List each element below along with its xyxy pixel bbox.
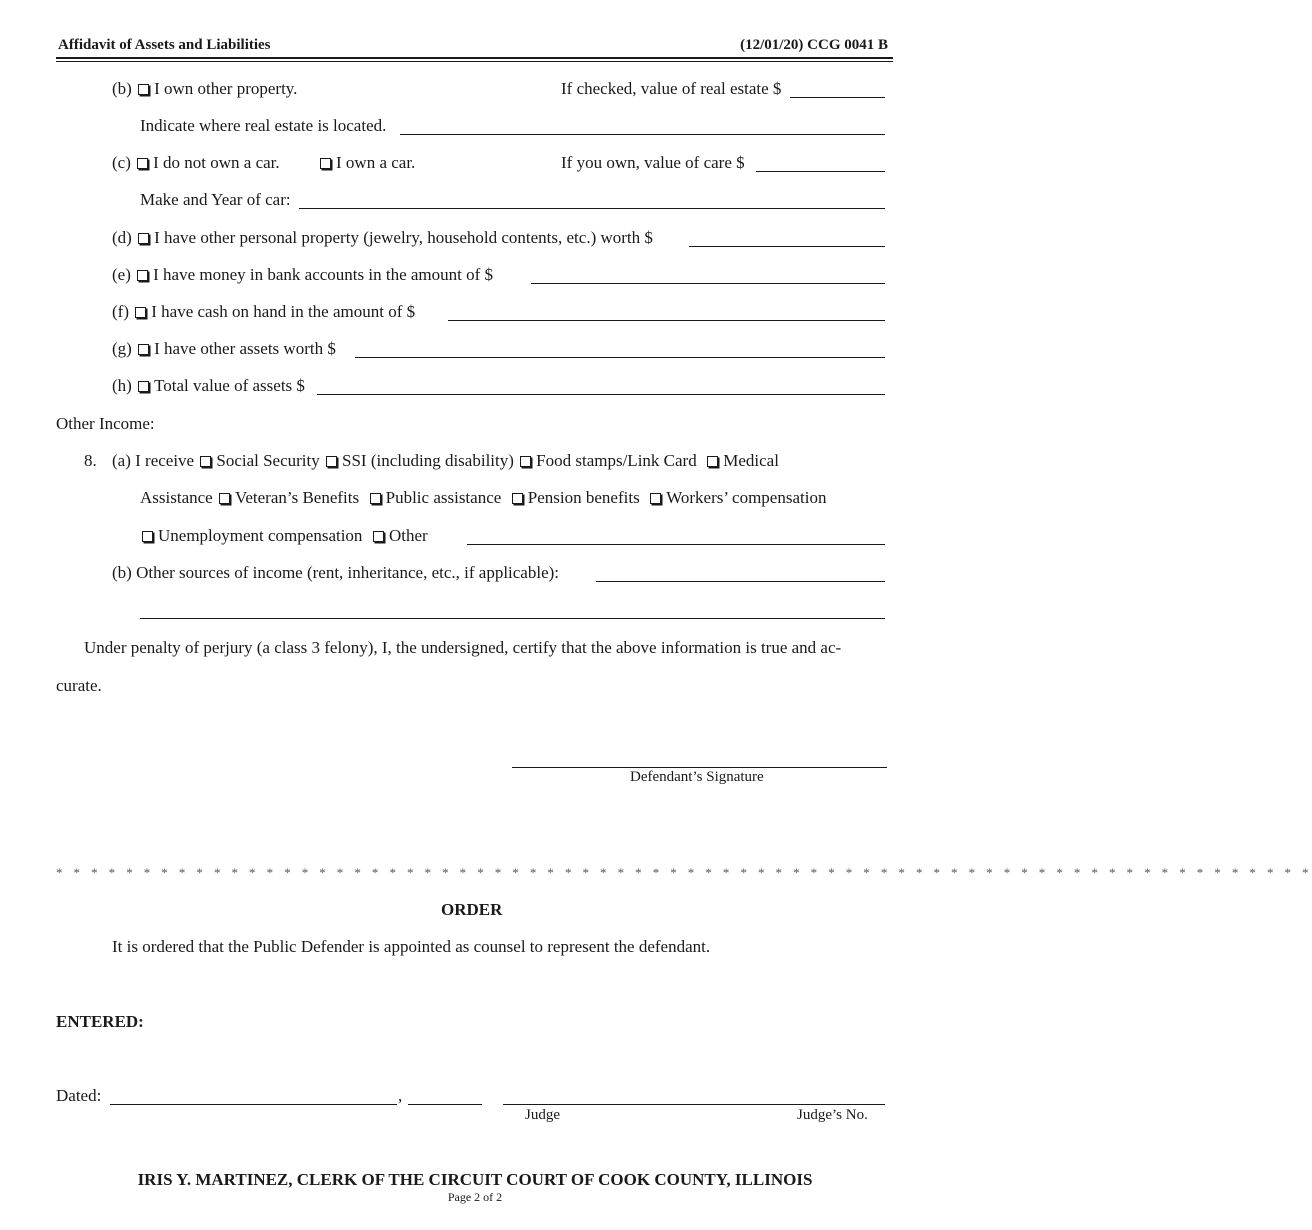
order-text: It is ordered that the Public Defender is appointed as counsel to represent the defendant.	[112, 937, 711, 956]
other-income-field[interactable]	[467, 544, 885, 545]
public-assistance-checkbox[interactable]	[370, 493, 381, 504]
total-assets-checkbox[interactable]	[138, 381, 149, 392]
defendant-signature-line[interactable]	[512, 767, 887, 768]
car-value-label: If you own, value of care $	[561, 153, 745, 172]
no-car-checkbox[interactable]	[137, 158, 148, 169]
personal-property-field[interactable]	[689, 246, 885, 247]
own-property-checkbox[interactable]	[138, 84, 149, 95]
dated-comma: ,	[398, 1086, 403, 1105]
item-8-number: 8.	[84, 451, 97, 470]
asset-b-row: (b) I own other property.	[112, 79, 298, 98]
dated-year-field[interactable]	[408, 1104, 482, 1105]
real-estate-value-field[interactable]	[790, 97, 885, 98]
entered-label: ENTERED:	[56, 1012, 144, 1031]
own-car-option: I own a car.	[318, 153, 415, 173]
header-rule-thin	[56, 61, 893, 62]
own-car-checkbox[interactable]	[320, 158, 331, 169]
asset-c-row: (c) I do not own a car.	[112, 153, 280, 172]
car-make-field[interactable]	[299, 208, 885, 209]
asset-f-row: (f) I have cash on hand in the amount of $	[112, 302, 416, 321]
other-income-heading: Other Income:	[56, 414, 155, 433]
page-number: Page 2 of 2	[447, 1190, 503, 1204]
car-make-label: Make and Year of car:	[140, 190, 291, 209]
star-separator: * * * * * * * * * * * * * * * * * * * * * * * * * * * * * * * * * * * * * * * * * * * * * * * * * * * * * * * * * * * * * * * * * * * * * * * *	[56, 865, 1312, 880]
other-sources-field[interactable]	[596, 581, 885, 582]
dated-field[interactable]	[110, 1104, 397, 1105]
medical-assistance-checkbox[interactable]	[707, 456, 718, 467]
personal-property-checkbox[interactable]	[138, 233, 149, 244]
ssi-checkbox[interactable]	[326, 456, 337, 467]
total-assets-field[interactable]	[317, 394, 885, 395]
cash-on-hand-field[interactable]	[448, 320, 885, 321]
judge-label: Judge	[525, 1107, 560, 1123]
veterans-benefits-checkbox[interactable]	[219, 493, 230, 504]
unemployment-checkbox[interactable]	[142, 531, 153, 542]
bank-accounts-checkbox[interactable]	[137, 270, 148, 281]
bank-accounts-field[interactable]	[531, 283, 885, 284]
pension-benefits-checkbox[interactable]	[512, 493, 523, 504]
dated-label: Dated:	[56, 1086, 102, 1105]
asset-g-row: (g) I have other assets worth $	[112, 339, 336, 358]
form-id: (12/01/20) CCG 0041 B	[740, 37, 888, 53]
other-assets-checkbox[interactable]	[138, 344, 149, 355]
social-security-checkbox[interactable]	[200, 456, 211, 467]
certification-line2: curate.	[56, 676, 102, 695]
real-estate-location-label: Indicate where real estate is located.	[140, 116, 387, 135]
other-income-checkbox[interactable]	[373, 531, 384, 542]
judge-number-label: Judge’s No.	[797, 1107, 868, 1123]
real-estate-location-field[interactable]	[400, 134, 885, 135]
income-a-row1: (a) I receive Social Security SSI (including disability) Food stamps/Link Card Medical	[112, 451, 779, 470]
other-assets-field[interactable]	[355, 357, 885, 358]
cash-on-hand-checkbox[interactable]	[135, 307, 146, 318]
asset-d-row: (d) I have other personal property (jewelry, household contents, etc.) worth $	[112, 228, 653, 247]
income-a-row2: Assistance Veteran’s Benefits Public assistance Pension benefits Workers’ compensation	[140, 488, 827, 507]
food-stamps-checkbox[interactable]	[520, 456, 531, 467]
other-sources-field-line2[interactable]	[140, 618, 885, 619]
asset-e-row: (e) I have money in bank accounts in the amount of $	[112, 265, 494, 284]
asset-h-row: (h) Total value of assets $	[112, 376, 305, 395]
clerk-footer: IRIS Y. MARTINEZ, CLERK OF THE CIRCUIT COURT OF COOK COUNTY, ILLINOIS	[137, 1170, 813, 1189]
certification-line1: Under penalty of perjury (a class 3 felony), I, the undersigned, certify that the above information is true and ac-	[84, 638, 842, 657]
workers-comp-checkbox[interactable]	[650, 493, 661, 504]
header-rule	[56, 57, 893, 59]
income-a-row3: Unemployment compensation Other	[140, 526, 428, 546]
defendant-signature-label: Defendant’s Signature	[630, 769, 764, 785]
real-estate-value-label: If checked, value of real estate $	[561, 79, 782, 98]
form-title: Affidavit of Assets and Liabilities	[58, 37, 271, 53]
income-b-row: (b) Other sources of income (rent, inheritance, etc., if applicable):	[112, 563, 560, 582]
judge-signature-line[interactable]	[503, 1104, 885, 1105]
car-value-field[interactable]	[756, 171, 885, 172]
order-title: ORDER	[441, 900, 503, 919]
